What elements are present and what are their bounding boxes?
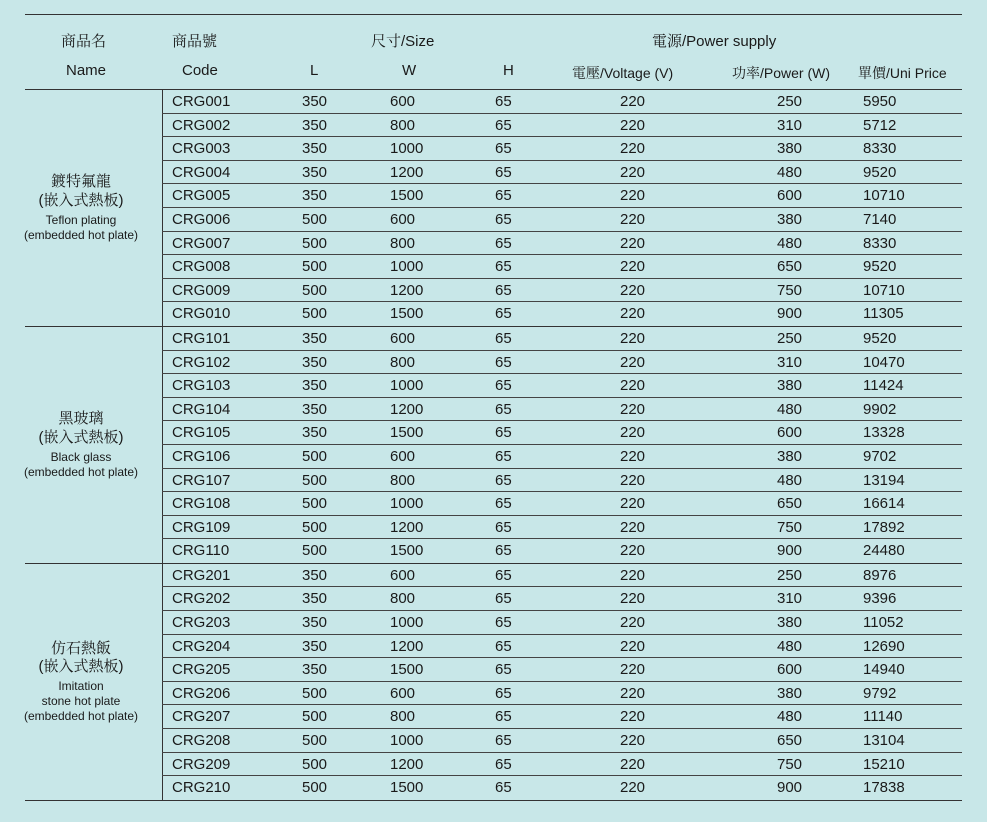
group-subname-en: (embedded hot plate): [23, 464, 139, 479]
code-cell: CRG101: [172, 329, 231, 347]
price-cell: 10710: [863, 281, 905, 299]
width-cell: 1500: [390, 542, 424, 560]
group-subname-zh: (嵌入式熱板): [38, 428, 124, 446]
height-cell: 65: [495, 732, 512, 750]
group-subname-zh: (嵌入式熱板): [38, 658, 124, 676]
length-cell: 350: [302, 353, 328, 371]
price-cell: 5712: [863, 116, 897, 134]
power-cell: 250: [777, 329, 803, 347]
height-cell: 65: [495, 305, 512, 323]
width-cell: 600: [390, 566, 416, 584]
length-cell: 500: [302, 779, 328, 797]
code-cell: CRG201: [172, 566, 231, 584]
price-cell: 9396: [863, 590, 897, 608]
height-cell: 65: [495, 377, 512, 395]
width-cell: 1000: [390, 614, 424, 632]
power-cell: 480: [777, 471, 803, 489]
power-cell: 250: [777, 566, 803, 584]
length-cell: 350: [302, 116, 328, 134]
width-cell: 1200: [390, 281, 424, 299]
table-row: [25, 587, 962, 611]
power-cell: 480: [777, 400, 803, 418]
voltage-cell: 220: [620, 471, 646, 489]
price-cell: 16614: [863, 495, 905, 513]
voltage-cell: 220: [620, 566, 646, 584]
voltage-cell: 220: [620, 116, 646, 134]
power-cell: 380: [777, 210, 803, 228]
power-cell: 650: [777, 495, 803, 513]
power-cell: 600: [777, 661, 803, 679]
header-power-supply: 電源/Power supply: [652, 33, 777, 50]
height-cell: 65: [495, 424, 512, 442]
width-cell: 1200: [390, 163, 424, 181]
height-cell: 65: [495, 329, 512, 347]
length-cell: 500: [302, 542, 328, 560]
price-cell: 12690: [863, 637, 905, 655]
table-row: [25, 635, 962, 659]
width-cell: 800: [390, 708, 416, 726]
width-cell: 600: [390, 93, 416, 110]
length-cell: 350: [302, 140, 328, 158]
group-name-zh: 鍍特氟龍: [50, 173, 111, 191]
code-cell: CRG203: [172, 614, 231, 632]
height-cell: 65: [495, 93, 512, 110]
table-row: [25, 161, 962, 185]
price-cell: 10470: [863, 353, 905, 371]
voltage-cell: 220: [620, 661, 646, 679]
price-cell: 11305: [863, 305, 904, 323]
price-cell: 17892: [863, 518, 905, 536]
power-cell: 750: [777, 755, 803, 773]
power-cell: 650: [777, 258, 803, 276]
code-cell: CRG204: [172, 637, 231, 655]
voltage-cell: 220: [620, 163, 646, 181]
length-cell: 350: [302, 590, 328, 608]
table-row: [25, 611, 962, 635]
price-cell: 14940: [863, 661, 905, 679]
table-row: [25, 516, 962, 540]
power-cell: 310: [777, 590, 803, 608]
code-cell: CRG003: [172, 140, 231, 158]
code-cell: CRG207: [172, 708, 231, 726]
voltage-cell: 220: [620, 637, 646, 655]
power-cell: 600: [777, 424, 803, 442]
height-cell: 65: [495, 163, 512, 181]
table-row: [25, 729, 962, 753]
length-cell: 350: [302, 400, 328, 418]
width-cell: 1200: [390, 518, 424, 536]
height-cell: 65: [495, 614, 512, 632]
height-cell: 65: [495, 187, 512, 205]
power-cell: 380: [777, 614, 803, 632]
height-cell: 65: [495, 755, 512, 773]
width-cell: 800: [390, 116, 416, 134]
length-cell: 350: [302, 566, 328, 584]
height-cell: 65: [495, 518, 512, 536]
width-cell: 1200: [390, 400, 424, 418]
width-cell: 800: [390, 234, 416, 252]
code-cell: CRG009: [172, 281, 231, 299]
length-cell: 500: [302, 518, 328, 536]
table-body: [25, 89, 962, 801]
power-cell: 310: [777, 116, 803, 134]
width-cell: 1000: [390, 495, 424, 513]
width-cell: 1500: [390, 661, 424, 679]
price-cell: 24480: [863, 542, 905, 560]
price-cell: 11424: [863, 377, 904, 395]
header-voltage: 電壓/Voltage (V): [572, 65, 674, 81]
power-cell: 380: [777, 377, 803, 395]
length-cell: 500: [302, 447, 328, 465]
power-cell: 380: [777, 447, 803, 465]
voltage-cell: 220: [620, 93, 646, 110]
table-row: [25, 469, 962, 493]
code-cell: CRG106: [172, 447, 231, 465]
group-subname2-en: (embedded hot plate): [23, 709, 139, 724]
product-group: [25, 327, 962, 564]
power-cell: 480: [777, 163, 803, 181]
table-row: [25, 208, 962, 232]
voltage-cell: 220: [620, 732, 646, 750]
width-cell: 600: [390, 447, 416, 465]
voltage-cell: 220: [620, 281, 646, 299]
table-row: [25, 137, 962, 161]
length-cell: 500: [302, 755, 328, 773]
code-cell: CRG004: [172, 163, 231, 181]
length-cell: 500: [302, 471, 328, 489]
power-cell: 750: [777, 281, 803, 299]
voltage-cell: 220: [620, 187, 646, 205]
height-cell: 65: [495, 353, 512, 371]
voltage-cell: 220: [620, 377, 646, 395]
table-row: [25, 327, 962, 351]
table-row: [25, 705, 962, 729]
length-cell: 350: [302, 377, 328, 395]
header-price: 單價/Uni Price: [858, 65, 947, 81]
power-cell: 310: [777, 353, 803, 371]
width-cell: 1500: [390, 779, 424, 797]
code-cell: CRG001: [172, 93, 231, 110]
voltage-cell: 220: [620, 614, 646, 632]
header-code-zh: 商品號: [172, 33, 218, 50]
length-cell: 500: [302, 281, 328, 299]
code-cell: CRG202: [172, 590, 231, 608]
product-group: [25, 89, 962, 327]
table-row: [25, 776, 962, 800]
height-cell: 65: [495, 281, 512, 299]
width-cell: 600: [390, 329, 416, 347]
height-cell: 65: [495, 566, 512, 584]
header-h: H: [503, 62, 514, 79]
table-row: [25, 374, 962, 398]
table-row: [25, 682, 962, 706]
height-cell: 65: [495, 661, 512, 679]
length-cell: 350: [302, 329, 328, 347]
height-cell: 65: [495, 779, 512, 797]
height-cell: 65: [495, 590, 512, 608]
power-cell: 650: [777, 732, 803, 750]
voltage-cell: 220: [620, 400, 646, 418]
header-size: 尺寸/Size: [371, 33, 435, 50]
group-name-en: Imitation: [58, 679, 104, 694]
height-cell: 65: [495, 708, 512, 726]
power-cell: 250: [777, 93, 803, 110]
height-cell: 65: [495, 684, 512, 702]
voltage-cell: 220: [620, 140, 646, 158]
price-cell: 9520: [863, 163, 897, 181]
power-cell: 480: [777, 637, 803, 655]
code-cell: CRG008: [172, 258, 231, 276]
width-cell: 1500: [390, 187, 424, 205]
voltage-cell: 220: [620, 258, 646, 276]
table-row: [25, 232, 962, 256]
code-cell: CRG005: [172, 187, 231, 205]
width-cell: 1200: [390, 637, 424, 655]
voltage-cell: 220: [620, 210, 646, 228]
length-cell: 350: [302, 614, 328, 632]
table-row: [25, 398, 962, 422]
width-cell: 1000: [390, 377, 424, 395]
table-row: [25, 492, 962, 516]
price-cell: 15210: [863, 755, 905, 773]
power-cell: 380: [777, 684, 803, 702]
price-cell: 9902: [863, 400, 897, 418]
power-cell: 750: [777, 518, 803, 536]
price-cell: 17838: [863, 779, 905, 797]
voltage-cell: 220: [620, 424, 646, 442]
width-cell: 1500: [390, 305, 424, 323]
power-cell: 600: [777, 187, 803, 205]
power-cell: 480: [777, 708, 803, 726]
voltage-cell: 220: [620, 590, 646, 608]
width-cell: 600: [390, 684, 416, 702]
table-row: [25, 421, 962, 445]
table-top-rule: [25, 14, 962, 15]
product-group: [25, 564, 962, 801]
price-cell: 9520: [863, 258, 897, 276]
width-cell: 800: [390, 590, 416, 608]
code-cell: CRG103: [172, 377, 231, 395]
height-cell: 65: [495, 637, 512, 655]
code-cell: CRG105: [172, 424, 231, 442]
code-cell: CRG010: [172, 305, 231, 323]
header-name-zh: 商品名: [61, 33, 107, 50]
code-cell: CRG110: [172, 542, 230, 560]
length-cell: 500: [302, 258, 328, 276]
voltage-cell: 220: [620, 755, 646, 773]
length-cell: 500: [302, 305, 328, 323]
table-row: [25, 445, 962, 469]
header-l: L: [310, 62, 319, 79]
voltage-cell: 220: [620, 684, 646, 702]
width-cell: 1000: [390, 258, 424, 276]
price-cell: 8976: [863, 566, 897, 584]
code-cell: CRG205: [172, 661, 231, 679]
height-cell: 65: [495, 495, 512, 513]
code-cell: CRG006: [172, 210, 231, 228]
code-cell: CRG108: [172, 495, 231, 513]
group-subname-zh: (嵌入式熱板): [38, 191, 124, 209]
code-cell: CRG007: [172, 234, 231, 252]
power-cell: 900: [777, 779, 803, 797]
height-cell: 65: [495, 400, 512, 418]
group-name-en: Teflon plating: [45, 212, 117, 227]
price-cell: 11052: [863, 614, 904, 632]
table-row: [25, 114, 962, 138]
width-cell: 1200: [390, 755, 424, 773]
price-cell: 9702: [863, 447, 897, 465]
group-name-zh: 仿石熱飯: [50, 639, 111, 657]
price-cell: 13104: [863, 732, 905, 750]
table-row: [25, 302, 962, 326]
height-cell: 65: [495, 210, 512, 228]
code-cell: CRG210: [172, 779, 231, 797]
code-cell: CRG109: [172, 518, 231, 536]
group-name-en: Black glass: [50, 449, 112, 464]
table-row: [25, 539, 962, 563]
table-row: [25, 564, 962, 588]
width-cell: 1500: [390, 424, 424, 442]
code-cell: CRG209: [172, 755, 231, 773]
length-cell: 350: [302, 661, 328, 679]
price-cell: 10710: [863, 187, 905, 205]
price-cell: 8330: [863, 140, 897, 158]
width-cell: 800: [390, 353, 416, 371]
code-cell: CRG206: [172, 684, 231, 702]
price-cell: 5950: [863, 93, 897, 110]
code-cell: CRG002: [172, 116, 231, 134]
price-cell: 7140: [863, 210, 897, 228]
voltage-cell: 220: [620, 329, 646, 347]
length-cell: 350: [302, 187, 328, 205]
height-cell: 65: [495, 471, 512, 489]
price-cell: 11140: [863, 708, 903, 726]
length-cell: 350: [302, 163, 328, 181]
voltage-cell: 220: [620, 779, 646, 797]
group-name-zh: 黑玻璃: [58, 410, 104, 428]
voltage-cell: 220: [620, 353, 646, 371]
header-name-en: Name: [66, 62, 107, 79]
code-cell: CRG208: [172, 732, 231, 750]
voltage-cell: 220: [620, 518, 646, 536]
length-cell: 350: [302, 424, 328, 442]
table-row: [25, 753, 962, 777]
header-power: 功率/Power (W): [732, 65, 830, 81]
length-cell: 500: [302, 234, 328, 252]
table-row: [25, 279, 962, 303]
height-cell: 65: [495, 116, 512, 134]
voltage-cell: 220: [620, 447, 646, 465]
height-cell: 65: [495, 258, 512, 276]
height-cell: 65: [495, 447, 512, 465]
height-cell: 65: [495, 140, 512, 158]
price-cell: 8330: [863, 234, 897, 252]
width-cell: 1000: [390, 140, 424, 158]
length-cell: 500: [302, 210, 328, 228]
code-cell: CRG102: [172, 353, 231, 371]
height-cell: 65: [495, 542, 512, 560]
table-row: [25, 658, 962, 682]
group-subname-en: (embedded hot plate): [23, 227, 139, 242]
width-cell: 800: [390, 471, 416, 489]
voltage-cell: 220: [620, 305, 646, 323]
power-cell: 900: [777, 542, 803, 560]
price-cell: 9792: [863, 684, 897, 702]
width-cell: 600: [390, 210, 416, 228]
price-cell: 13194: [863, 471, 905, 489]
length-cell: 500: [302, 495, 328, 513]
voltage-cell: 220: [620, 495, 646, 513]
power-cell: 480: [777, 234, 803, 252]
header-code-en: Code: [182, 62, 218, 79]
table-row: [25, 351, 962, 375]
length-cell: 500: [302, 732, 328, 750]
power-cell: 380: [777, 140, 803, 158]
width-cell: 1000: [390, 732, 424, 750]
table-row: [25, 184, 962, 208]
code-cell: CRG107: [172, 471, 231, 489]
length-cell: 500: [302, 708, 328, 726]
power-cell: 900: [777, 305, 803, 323]
table-row: [25, 255, 962, 279]
code-cell: CRG104: [172, 400, 231, 418]
length-cell: 350: [302, 637, 328, 655]
voltage-cell: 220: [620, 708, 646, 726]
header-w: W: [402, 62, 417, 79]
voltage-cell: 220: [620, 542, 646, 560]
length-cell: 350: [302, 93, 328, 110]
length-cell: 500: [302, 684, 328, 702]
table-row: [25, 90, 962, 114]
price-cell: 13328: [863, 424, 905, 442]
price-cell: 9520: [863, 329, 897, 347]
voltage-cell: 220: [620, 234, 646, 252]
group-subname-en: stone hot plate: [41, 694, 121, 709]
height-cell: 65: [495, 234, 512, 252]
